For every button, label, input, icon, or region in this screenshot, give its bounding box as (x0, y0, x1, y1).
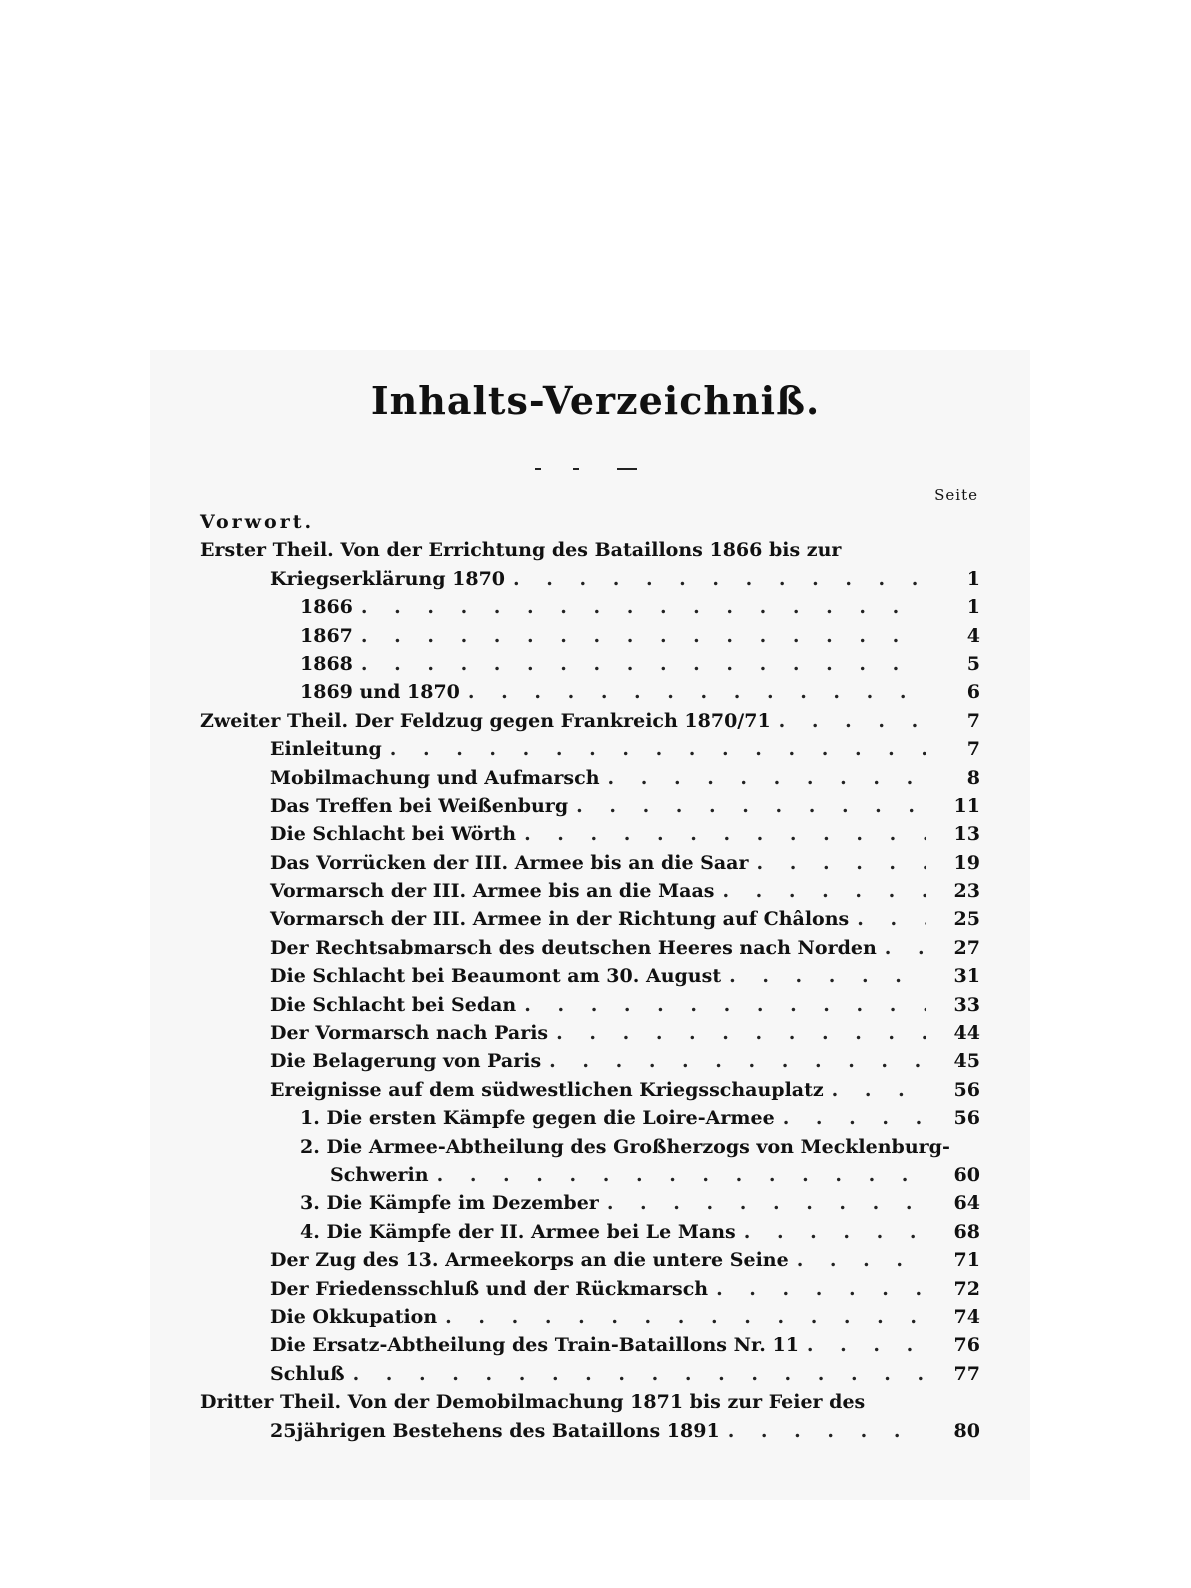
toc-entry-title: Vormarsch der III. Armee bis an die Maas (270, 880, 715, 903)
page-column-header: Seite (934, 486, 978, 504)
dot-leader (757, 849, 926, 877)
toc-entry (200, 1360, 980, 1388)
dot-leader (445, 1303, 926, 1331)
toc-entry-title: Das Treffen bei Weißenburg (270, 794, 569, 817)
toc-entry (200, 1133, 980, 1161)
toc-entry-page: 64 (953, 1192, 980, 1215)
toc-entry-page: 5 (966, 652, 980, 675)
toc-entry-page: 8 (966, 766, 980, 789)
toc-entry-title: Erster Theil. Von der Errichtung des Bataillons 1866 bis zur (200, 539, 842, 562)
dot-leader (524, 820, 926, 848)
toc-entry (200, 1104, 980, 1132)
toc-entry (200, 1218, 980, 1246)
toc-entry (200, 622, 980, 650)
toc-entry (200, 764, 980, 792)
toc-entry (200, 849, 980, 877)
toc-entry-page: 71 (953, 1249, 980, 1272)
dot-leader (807, 1331, 926, 1359)
toc-entry (200, 650, 980, 678)
dot-leader (728, 1417, 926, 1445)
toc-entry-page: 74 (953, 1305, 980, 1328)
toc-entry-title: Die Ersatz-Abtheilung des Train-Bataillons Nr. 11 (270, 1334, 799, 1357)
toc-entry-title: 1866 (300, 596, 353, 619)
dot-leader (361, 593, 926, 621)
toc-entry-page: 56 (953, 1078, 980, 1101)
toc-entry-title: Vorwort. (200, 511, 315, 533)
dot-leader (556, 1019, 926, 1047)
toc-entry-title: 1. Die ersten Kämpfe gegen die Loire-Armee (300, 1107, 775, 1130)
dot-leader (513, 565, 926, 593)
toc-entry-page: 27 (953, 936, 980, 959)
dot-leader (361, 650, 926, 678)
toc-entry (200, 536, 980, 564)
toc-entry (200, 820, 980, 848)
toc-entry-page: 1 (966, 596, 980, 619)
toc-entry-title: Schluß (270, 1362, 345, 1385)
dot-leader (744, 1218, 926, 1246)
toc-entry-title: Der Rechtsabmarsch des deutschen Heeres nach Norden (270, 936, 877, 959)
toc-entry-page: 44 (953, 1022, 980, 1045)
toc-entry-title: Dritter Theil. Von der Demobilmachung 1871 bis zur Feier des (200, 1391, 866, 1414)
toc-entry-page: 56 (953, 1107, 980, 1130)
toc-entry-page: 60 (953, 1163, 980, 1186)
dot-leader (437, 1161, 926, 1189)
dot-leader (779, 707, 926, 735)
dot-leader (729, 962, 926, 990)
dot-leader (576, 792, 926, 820)
toc-entry-title: Der Vormarsch nach Paris (270, 1022, 549, 1045)
dot-leader (390, 735, 926, 763)
toc-entry-title: 3. Die Kämpfe im Dezember (300, 1192, 599, 1215)
toc-entry-page: 23 (953, 880, 980, 903)
dot-leader (797, 1246, 926, 1274)
dot-leader (549, 1047, 926, 1075)
toc-entry (200, 1417, 980, 1445)
toc-entry-title: 4. Die Kämpfe der II. Armee bei Le Mans (300, 1220, 736, 1243)
toc-entry (200, 877, 980, 905)
toc-entry-page: 25 (953, 908, 980, 931)
toc-entry-page: 76 (953, 1334, 980, 1357)
toc-entry-title: Das Vorrücken der III. Armee bis an die Saar (270, 851, 749, 874)
toc-entry-title: 25jährigen Bestehens des Bataillons 1891 (270, 1419, 720, 1442)
toc-entry (200, 1076, 980, 1104)
toc-entry-title: 1869 und 1870 (300, 681, 460, 704)
toc-entry-page: 7 (966, 738, 980, 761)
dot-leader (885, 934, 926, 962)
table-of-contents (200, 508, 980, 1445)
toc-entry-title: Mobilmachung und Aufmarsch (270, 766, 600, 789)
divider-dash (535, 468, 541, 470)
dot-leader (783, 1104, 926, 1132)
toc-entry-page: 13 (953, 823, 980, 846)
toc-entry-title: Die Schlacht bei Wörth (270, 823, 517, 846)
toc-entry-page: 6 (966, 681, 980, 704)
toc-entry-page: 80 (953, 1419, 980, 1442)
toc-entry (200, 1246, 980, 1274)
toc-entry-page: 45 (953, 1050, 980, 1073)
toc-entry-title: Einleitung (270, 738, 382, 761)
toc-entry-page: 4 (966, 624, 980, 647)
toc-entry (200, 934, 980, 962)
toc-entry-title: Der Friedensschluß und der Rückmarsch (270, 1277, 709, 1300)
toc-entry (200, 1047, 980, 1075)
dot-leader (361, 622, 926, 650)
toc-entry (200, 1161, 980, 1189)
toc-entry-title: Ereignisse auf dem südwestlichen Kriegsschauplatz (270, 1078, 824, 1101)
divider-dash (573, 468, 579, 470)
toc-entry (200, 1019, 980, 1047)
toc-entry-title: 2. Die Armee-Abtheilung des Großherzogs von Mecklenburg- (300, 1135, 950, 1158)
toc-entry-title: Zweiter Theil. Der Feldzug gegen Frankreich 1870/71 (200, 709, 771, 732)
toc-entry-page: 19 (953, 851, 980, 874)
toc-entry (200, 962, 980, 990)
toc-entry-title: 1868 (300, 652, 353, 675)
toc-entry-page: 31 (953, 965, 980, 988)
dot-leader (608, 764, 926, 792)
toc-entry (200, 1189, 980, 1217)
toc-entry-title: Die Belagerung von Paris (270, 1050, 542, 1073)
dot-leader (524, 991, 926, 1019)
dot-leader (722, 877, 926, 905)
toc-entry (200, 1331, 980, 1359)
dot-leader (468, 678, 926, 706)
toc-entry (200, 792, 980, 820)
toc-entry (200, 735, 980, 763)
toc-entry (200, 905, 980, 933)
toc-entry-page: 77 (953, 1362, 980, 1385)
toc-entry-page: 7 (966, 709, 980, 732)
toc-entry-page: 11 (953, 794, 980, 817)
toc-entry (200, 991, 980, 1019)
toc-entry-page: 72 (953, 1277, 980, 1300)
toc-entry-page: 33 (953, 993, 980, 1016)
toc-entry (200, 678, 980, 706)
toc-entry-title: 1867 (300, 624, 353, 647)
dot-leader (716, 1275, 926, 1303)
toc-entry-title: Kriegserklärung 1870 (270, 567, 506, 590)
toc-entry (200, 508, 980, 536)
toc-entry-page: 1 (966, 567, 980, 590)
page-title: Inhalts-Verzeichniß. (370, 378, 821, 423)
toc-entry-title: Vormarsch der III. Armee in der Richtung auf Châlons (270, 908, 850, 931)
title-divider (535, 468, 640, 470)
toc-entry (200, 593, 980, 621)
toc-entry (200, 1275, 980, 1303)
toc-entry (200, 565, 980, 593)
toc-entry (200, 1388, 980, 1416)
dot-leader (857, 905, 926, 933)
dot-leader (607, 1189, 926, 1217)
toc-entry-title: Schwerin (330, 1163, 429, 1186)
toc-entry-title: Die Okkupation (270, 1305, 438, 1328)
toc-entry-page: 68 (953, 1220, 980, 1243)
dot-leader (353, 1360, 926, 1388)
toc-entry (200, 707, 980, 735)
toc-entry-title: Die Schlacht bei Sedan (270, 993, 517, 1016)
dot-leader (832, 1076, 926, 1104)
toc-entry-title: Der Zug des 13. Armeekorps an die untere Seine (270, 1249, 789, 1272)
toc-entry (200, 1303, 980, 1331)
divider-dash (617, 468, 637, 470)
toc-entry-title: Die Schlacht bei Beaumont am 30. August (270, 965, 722, 988)
